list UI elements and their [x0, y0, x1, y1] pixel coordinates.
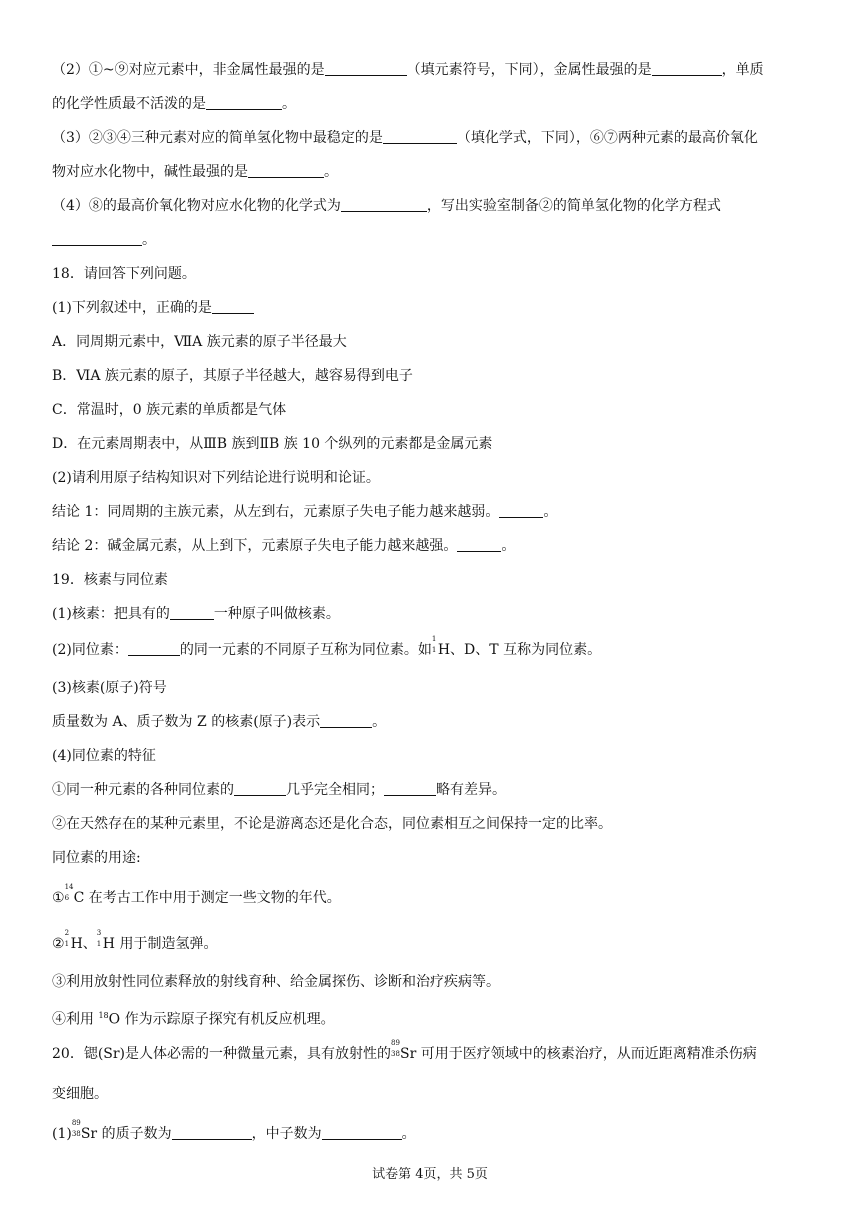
- answer-blank[interactable]: [248, 163, 324, 178]
- atomic-number: 1: [431, 646, 437, 654]
- answer-blank[interactable]: [170, 605, 214, 620]
- answer-blank[interactable]: [652, 61, 722, 76]
- atomic-number: 38: [71, 1130, 81, 1138]
- q18-conclusion-2: [52, 536, 812, 556]
- text: 。: [501, 538, 516, 554]
- text: (1): [52, 1126, 72, 1142]
- q18-option-d: D．在元素周期表中，从ⅢB 族到ⅡB 族 10 个纵列的元素都是金属元素: [52, 436, 493, 452]
- text: 略有差异。: [436, 782, 506, 798]
- q20-part1: [52, 1119, 812, 1144]
- q19-use-1: [52, 883, 812, 908]
- text: 一种原子叫做核素。: [213, 606, 340, 622]
- answer-blank[interactable]: [457, 537, 501, 552]
- text: （3）②③④三种元素对应的简单氢化物中最稳定的是: [52, 130, 383, 146]
- text: 的同一元素的不同原子互称为同位素。如: [179, 642, 432, 658]
- text: 结论 2：碱金属元素，从上到下，元素原子失电子能力越来越强。: [52, 538, 458, 554]
- text: ，写出实验室制备②的简单氢化物的化学方程式: [426, 198, 721, 214]
- q18-part2: (2)请利用原子结构知识对下列结论进行说明和论证。: [52, 470, 380, 486]
- answer-blank[interactable]: [212, 299, 254, 314]
- mass-number: 18: [98, 1011, 109, 1020]
- text: 20．锶(Sr)是人体必需的一种微量元素，具有放射性的: [52, 1046, 392, 1062]
- answer-blank[interactable]: [52, 231, 142, 246]
- answer-blank[interactable]: [383, 129, 457, 144]
- text: 。: [324, 164, 338, 180]
- text: （2）①~⑨对应元素中，非金属性最强的是: [52, 62, 325, 78]
- q18-option-b: B．ⅥA 族元素的原子，其原子半径越大，越容易得到电子: [52, 368, 413, 384]
- q17-part4-line1: [52, 196, 812, 216]
- text: Sr 的质子数为: [80, 1126, 172, 1142]
- nuclide-notation: [64, 883, 74, 908]
- nuclide-notation: [64, 929, 71, 954]
- mass-number: 3: [96, 929, 102, 937]
- text: 几乎完全相同；: [286, 782, 384, 798]
- q19-part4: (4)同位素的特征: [52, 748, 156, 764]
- q18-conclusion-1: [52, 502, 812, 522]
- text: （4）⑧的最高价氧化物对应水化物的化学式为: [52, 198, 341, 214]
- text: ②: [52, 936, 65, 952]
- text: H、: [70, 936, 97, 952]
- mass-number: 14: [64, 883, 74, 891]
- answer-blank[interactable]: [206, 95, 282, 110]
- q18-title: 18．请回答下列问题。: [52, 266, 196, 282]
- q19-title: 19．核素与同位素: [52, 572, 168, 588]
- text: 结论 1：同周期的主族元素，从左到右，元素原子失电子能力越来越弱。: [52, 504, 500, 520]
- answer-blank[interactable]: [325, 61, 407, 76]
- q17-part2-line1: [52, 60, 812, 80]
- text: H 用于制造氢弹。: [102, 936, 218, 952]
- mass-number: 89: [71, 1119, 81, 1127]
- atomic-number: 1: [64, 940, 70, 948]
- text: 。: [142, 232, 156, 248]
- q17-part4-line2: [52, 230, 812, 250]
- text: (1)下列叙述中，正确的是: [52, 300, 212, 316]
- q20-line1: [52, 1039, 812, 1064]
- answer-blank[interactable]: [234, 781, 286, 796]
- q19-part1: [52, 604, 812, 624]
- text: 物对应水化物中，碱性最强的是: [52, 164, 248, 180]
- q19-feature-2: ②在天然存在的某种元素里，不论是游离态还是化合态，同位素相互之间保持一定的比率。: [52, 816, 612, 832]
- answer-blank[interactable]: [322, 1125, 402, 1140]
- answer-blank[interactable]: [341, 197, 427, 212]
- q19-use-4: [52, 1006, 812, 1030]
- nuclide-notation: [71, 1119, 81, 1144]
- nuclide-notation: [96, 929, 103, 954]
- text: 质量数为 A、质子数为 Z 的核素(原子)表示: [52, 714, 321, 730]
- text: （填元素符号，下同），金属性最强的是: [406, 62, 652, 78]
- atomic-number: 6: [64, 894, 70, 902]
- text: （填化学式，下同），⑥⑦两种元素的最高价氧化: [456, 130, 758, 146]
- q18-option-a: A．同周期元素中，ⅦA 族元素的原子半径最大: [52, 334, 347, 350]
- text: (2)同位素：: [52, 642, 128, 658]
- nuclide-notation: [431, 635, 438, 660]
- q18-part1: [52, 298, 812, 318]
- text: O 作为示踪原子探究有机反应机理。: [108, 1011, 335, 1028]
- q17-part3-line1: [52, 128, 812, 148]
- q19-part2: [52, 635, 812, 660]
- text: ①: [52, 890, 65, 906]
- text: ，单质: [721, 62, 764, 78]
- text: 。: [372, 714, 387, 730]
- q19-feature-1: [52, 780, 812, 800]
- q19-use-2: [52, 929, 812, 954]
- q20-line2: 变细胞。: [52, 1086, 108, 1102]
- mass-number: 1: [431, 635, 437, 643]
- text: 。: [282, 96, 296, 112]
- q19-uses-title: 同位素的用途:: [52, 850, 141, 866]
- mass-number: 89: [391, 1039, 400, 1047]
- text: ，中子数为: [251, 1126, 322, 1142]
- q19-part3: (3)核素(原子)符号: [52, 680, 167, 696]
- answer-blank[interactable]: [172, 1125, 252, 1140]
- answer-blank[interactable]: [384, 781, 436, 796]
- answer-blank[interactable]: [499, 503, 543, 518]
- mass-number: 2: [64, 929, 70, 937]
- q19-part3-symbol: [52, 712, 812, 732]
- q17-part2-line2: [52, 94, 812, 114]
- text: 的化学性质最不活泼的是: [52, 96, 206, 112]
- text: Sr 可用于医疗领域中的核素治疗，从而近距离精准杀伤病: [400, 1046, 757, 1062]
- text: (1)核素：把具有的: [52, 606, 170, 622]
- page-footer: 试卷第 4页，共 5页: [372, 1167, 488, 1182]
- q19-use-3: ③利用放射性同位素释放的射线育种、给金属探伤、诊断和治疗疾病等。: [52, 974, 500, 990]
- text: H、D、T 互称为同位素。: [437, 642, 602, 658]
- text: 。: [543, 504, 558, 520]
- q18-option-c: C．常温时，0 族元素的单质都是气体: [52, 402, 287, 418]
- answer-blank[interactable]: [320, 713, 372, 728]
- text: ④利用: [52, 1011, 99, 1028]
- answer-blank[interactable]: [128, 641, 180, 656]
- atomic-number: 1: [96, 940, 102, 948]
- nuclide-notation: [391, 1039, 400, 1064]
- atomic-number: 38: [391, 1050, 400, 1058]
- text: 。: [401, 1126, 416, 1142]
- text: C 在考古工作中用于测定一些文物的年代。: [73, 890, 341, 906]
- text: ①同一种元素的各种同位素的: [52, 782, 234, 798]
- q17-part3-line2: [52, 162, 812, 182]
